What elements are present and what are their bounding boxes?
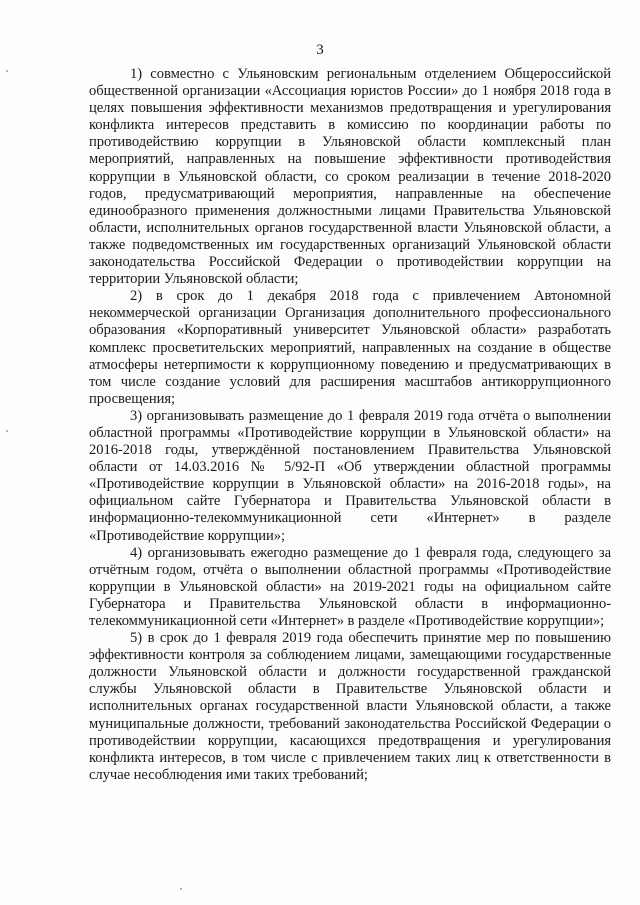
- scan-speck: [6, 70, 8, 72]
- document-body: [89, 66, 611, 784]
- paragraph-1: 1) совместно с Ульяновским региональным отделением Общероссийской общественной организации «Ассоциация юристов России» до 1 ноября 2018 года в целях повышения эффективности механизмов предотвращения и урегулирования конфликта интересов представить в комиссию по координации работы по противодействию коррупции в Ульяновской области комплексный план мероприятий, направленных на повышение эффективности противодействия коррупции в Ульяновской области, со сроком реализации в течение 2018-2020 годов, предусматривающий мероприятия, направленные на обеспечение единообразного применения должностными лицами Правительства Ульяновской области, исполнительных органов государственной власти Ульяновской области, а также подведомственных им государственных организаций Ульяновской области законодательства Российской Федерации о противодействии коррупции на территории Ульяновской области;: [89, 66, 611, 288]
- scan-speck: [180, 888, 182, 890]
- page-number: 3: [316, 42, 324, 58]
- paragraph-4: 4) организовывать ежегодно размещение до 1 февраля года, следующего за отчётным годом, отчёта о выполнении областной программы «Противодействие коррупции в Ульяновской области» на 2019-2021 годы на официальном сайте Губернатора и Правительства Ульяновской области в информационно-телекоммуникационной сети «Интернет» в разделе «Противодействие коррупции»;: [89, 544, 611, 629]
- scan-speck: [6, 430, 8, 432]
- paragraph-3: 3) организовывать размещение до 1 февраля 2019 года отчёта о выполнении областной программы «Противодействие коррупции в Ульяновской области» на 2016-2018 годы, утверждённой постановлением Правительства Ульяновской области от 14.03.2016 № 5/92-П «Об утверждении областной программы «Противодействие коррупции в Ульяновской области» на 2016-2018 годы», на официальном сайте Губернатора и Правительства Ульяновской области в информационно-телекоммуникационной сети «Интернет» в разделе «Противодействие коррупции»;: [89, 407, 611, 544]
- paragraph-2: 2) в срок до 1 декабря 2018 года с привлечением Автономной некоммерческой организации Организация дополнительного профессионального образования «Корпоративный университет Ульяновской области» разработать комплекс просветительских мероприятий, направленных на создание в обществе атмосферы нетерпимости к коррупционному поведению и предусматривающих в том числе создание условий для расширения масштабов антикоррупционного просвещения;: [89, 288, 611, 407]
- paragraph-5: 5) в срок до 1 февраля 2019 года обеспечить принятие мер по повышению эффективности контроля за соблюдением лицами, замещающими государственные должности Ульяновской области и должности государственной гражданской службы Ульяновской области в Правительстве Ульяновской области и исполнительных органах государственной власти Ульяновской области, а также муниципальные должности, требований законодательства Российской Федерации о противодействии коррупции, касающихся предотвращения и урегулирования конфликта интересов, в том числе с привлечением таких лиц к ответственности в случае несоблюдения ими таких требований;: [89, 630, 611, 783]
